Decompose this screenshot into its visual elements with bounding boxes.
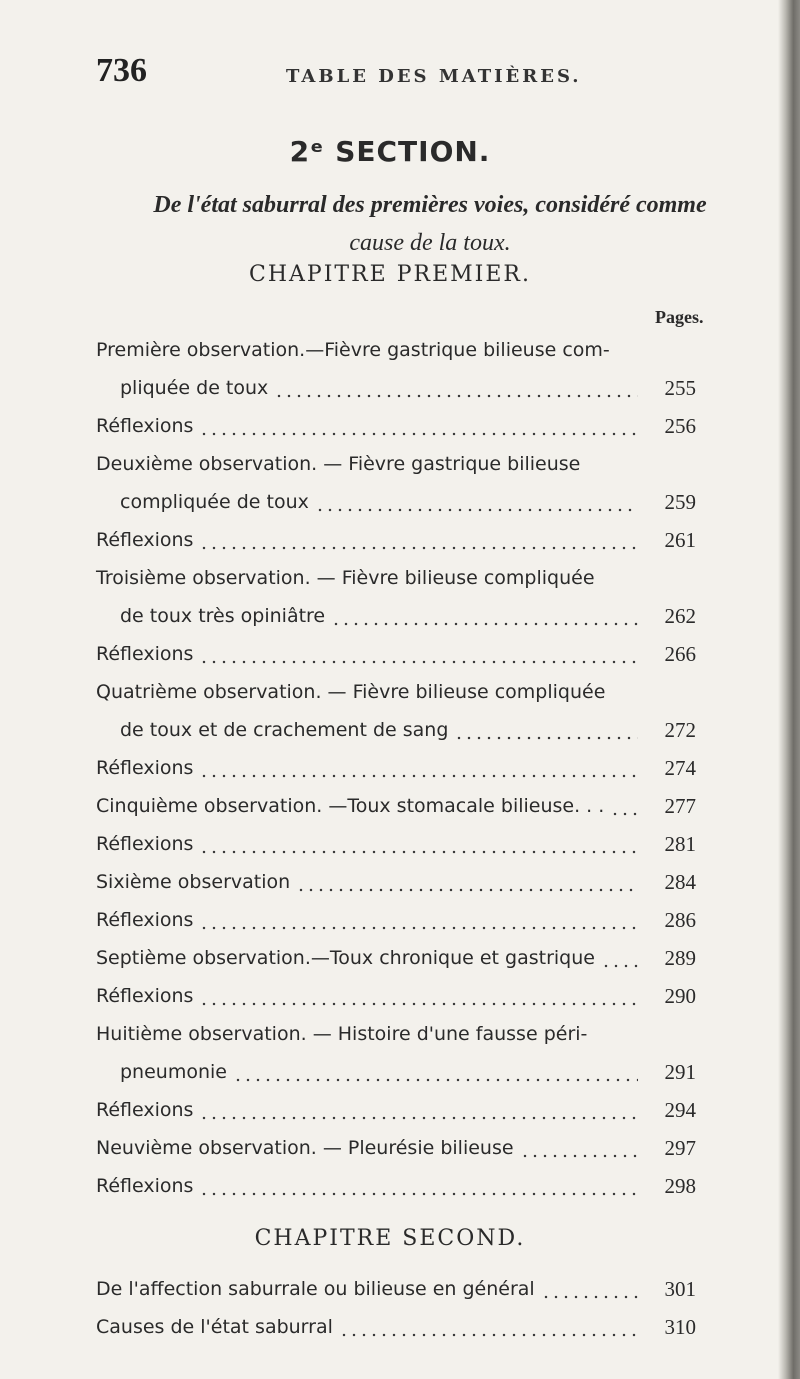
toc-entry <box>96 407 696 445</box>
toc-entry-page: 272 <box>664 718 696 742</box>
page-number: 736 <box>96 52 147 89</box>
toc-entry-page: 274 <box>664 756 696 780</box>
toc-entry-page: 286 <box>664 908 696 932</box>
toc-entry <box>96 1053 696 1091</box>
toc-entry <box>96 1091 696 1129</box>
toc-entry-page: 266 <box>664 642 696 666</box>
toc-entry-page: 256 <box>664 414 696 438</box>
dot-leader <box>199 977 638 1015</box>
toc-entry-text: Cinquième observation. —Toux stomacale bilieuse. . . <box>96 795 605 817</box>
toc-entry-page: 289 <box>664 946 696 970</box>
toc-entry-text: pneumonie <box>120 1061 227 1083</box>
toc-entry-page: 298 <box>664 1174 696 1198</box>
dot-leader <box>274 369 638 407</box>
toc-entry-text: Réflexions <box>96 757 194 779</box>
toc-entry-text: Huitième observation. — Histoire d'une fausse péri- <box>96 1023 588 1045</box>
toc-entry-text: de toux très opiniâtre <box>120 605 326 627</box>
dot-leader <box>233 1053 638 1091</box>
dot-leader <box>199 635 638 673</box>
toc-entry-text: Neuvième observation. — Pleurésie bilieuse <box>96 1137 514 1159</box>
toc-entry-text: pliquée de toux <box>120 377 269 399</box>
section-title: 2ᵉ SECTION. <box>289 135 491 168</box>
toc-entry <box>96 787 696 825</box>
dot-leader <box>601 939 638 977</box>
toc-entry-page: 301 <box>664 1277 696 1301</box>
toc-entry <box>96 331 696 369</box>
toc-entry <box>96 863 696 901</box>
subtitle-line-2: cause de la toux. <box>349 230 511 256</box>
chapter-1-entries <box>96 331 696 1205</box>
dot-leader <box>199 749 638 787</box>
toc-entry-page: 284 <box>664 870 696 894</box>
toc-entry <box>96 825 696 863</box>
chapter-1-title: CHAPITRE PREMIER. <box>249 262 531 287</box>
dot-leader <box>541 1270 638 1308</box>
toc-entry-text: Deuxième observation. — Fièvre gastrique bilieuse <box>96 453 581 475</box>
toc-entry <box>96 369 696 407</box>
toc-entry <box>96 597 696 635</box>
dot-leader <box>199 901 638 939</box>
toc-entry-page: 255 <box>664 376 696 400</box>
toc-entry-text: Troisième observation. — Fièvre bilieuse compliquée <box>96 567 595 589</box>
dot-leader <box>199 1091 638 1129</box>
page-edge-shadow <box>778 0 800 1379</box>
toc-entry <box>96 749 696 787</box>
toc-entry-text: Réflexions <box>96 985 194 1007</box>
toc-entry-page: 277 <box>664 794 696 818</box>
toc-entry-text: Réflexions <box>96 643 194 665</box>
dot-leader <box>520 1129 638 1167</box>
toc-entry-page: 290 <box>664 984 696 1008</box>
page-header <box>96 52 696 96</box>
toc-entry-page: 291 <box>664 1060 696 1084</box>
toc-entry-page: 262 <box>664 604 696 628</box>
toc-entry-text: Quatrième observation. — Fièvre bilieuse compliquée <box>96 681 606 703</box>
toc-entry-page: 297 <box>664 1136 696 1160</box>
toc-entry <box>96 977 696 1015</box>
dot-leader <box>454 711 638 749</box>
toc-entry <box>96 673 696 711</box>
dot-leader <box>339 1308 638 1346</box>
toc-entry <box>96 1167 696 1205</box>
toc-entry <box>96 1015 696 1053</box>
toc-entry-text: Première observation.—Fièvre gastrique bilieuse com- <box>96 339 610 361</box>
toc-entry-text: De l'affection saburrale ou bilieuse en général <box>96 1278 535 1300</box>
toc-entry <box>96 1129 696 1167</box>
toc-entry-text: Réflexions <box>96 415 194 437</box>
toc-entry <box>96 1308 696 1346</box>
toc-entry-text: Réflexions <box>96 1099 194 1121</box>
toc-entry-text: Réflexions <box>96 1175 194 1197</box>
toc-entry <box>96 901 696 939</box>
toc-entry-text: Réflexions <box>96 529 194 551</box>
running-title: TABLE DES MATIÈRES. <box>286 66 582 87</box>
dot-leader <box>199 825 638 863</box>
toc-entry <box>96 1270 696 1308</box>
toc-entry <box>96 635 696 673</box>
toc-entry <box>96 521 696 559</box>
toc-entry-text: Réflexions <box>96 833 194 855</box>
dot-leader <box>199 521 638 559</box>
toc-entry <box>96 445 696 483</box>
chapter-2-title: CHAPITRE SECOND. <box>254 1226 526 1251</box>
dot-leader <box>296 863 638 901</box>
toc-entry <box>96 483 696 521</box>
chapter-2-entries <box>96 1270 696 1346</box>
toc-entry-page: 294 <box>664 1098 696 1122</box>
toc-entry-text: Sixième observation <box>96 871 291 893</box>
toc-entry-text: compliquée de toux <box>120 491 309 513</box>
toc-entry <box>96 711 696 749</box>
dot-leader <box>610 787 638 825</box>
toc-entry-page: 310 <box>664 1315 696 1339</box>
toc-entry-page: 261 <box>664 528 696 552</box>
toc-entry-text: Septième observation.—Toux chronique et gastrique <box>96 947 595 969</box>
toc-entry-text: Réflexions <box>96 909 194 931</box>
dot-leader <box>199 407 638 445</box>
dot-leader <box>199 1167 638 1205</box>
toc-entry-text: de toux et de crachement de sang <box>120 719 449 741</box>
toc-entry <box>96 559 696 597</box>
subtitle-line-1: De l'état saburral des premières voies, considéré comme <box>153 192 707 218</box>
dot-leader <box>331 597 638 635</box>
toc-entry-page: 259 <box>664 490 696 514</box>
toc-entry <box>96 939 696 977</box>
pages-column-label: Pages. <box>655 307 704 327</box>
toc-entry-page: 281 <box>664 832 696 856</box>
section-subtitle <box>150 186 710 262</box>
dot-leader <box>315 483 638 521</box>
toc-entry-text: Causes de l'état saburral <box>96 1316 333 1338</box>
